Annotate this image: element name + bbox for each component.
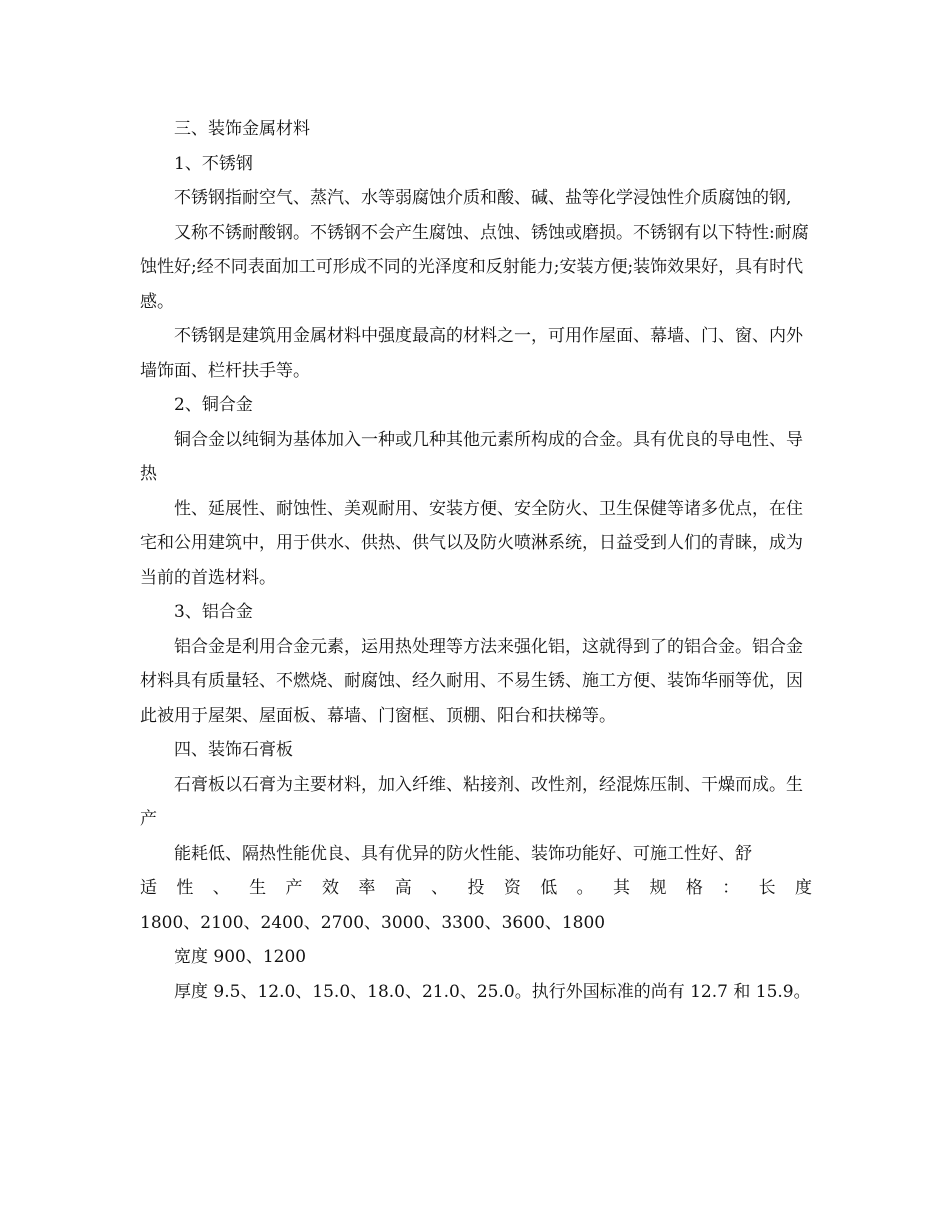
body-paragraph: 又称不锈耐酸钢。不锈钢不会产生腐蚀、点蚀、锈蚀或磨损。不锈钢有以下特性:耐腐蚀性好;经不同表面加工可形成不同的光泽度和反射能力;安装方便;装饰效果好，具有时代感。	[140, 222, 809, 312]
spec-line: 适性、生产效率高、投资低。其规格：长度	[140, 878, 812, 898]
body-paragraph: 铜合金以纯铜为基体加入一种或几种其他元素所构成的合金。具有优良的导电性、导热	[140, 429, 803, 484]
body-paragraph: 铝合金是利用合金元素，运用热处理等方法来强化铝，这就得到了的铝合金。铝合金材料具有质量轻、不燃烧、耐腐蚀、经久耐用、不易生锈、施工方便、装饰华丽等优，因此被用于屋架、屋面板、幕墙、门窗框、顶棚、阳台和扶梯等。	[140, 636, 803, 726]
spec-line: 宽度 900、1200	[174, 947, 307, 967]
body-paragraph: 石膏板以石膏为主要材料，加入纤维、粘接剂、改性剂，经混炼压制、干燥而成。生产	[140, 774, 803, 829]
spec-line: 厚度 9.5、12.0、15.0、18.0、21.0、25.0。执行外国标准的尚有 12.7 和 15.9。	[174, 981, 811, 1002]
body-paragraph: 不锈钢是建筑用金属材料中强度最高的材料之一，可用作屋面、幕墙、门、窗、内外墙饰面、栏杆扶手等。	[140, 326, 803, 381]
document-body	[140, 112, 812, 1009]
subsection-heading: 2、铜合金	[174, 395, 253, 415]
body-paragraph: 能耗低、隔热性能优良、具有优异的防火性能、装饰功能好、可施工性好、舒	[174, 843, 752, 864]
section-heading: 四、装饰石膏板	[174, 740, 293, 760]
section-heading: 三、装饰金属材料	[174, 119, 310, 139]
subsection-heading: 3、铝合金	[174, 602, 253, 622]
body-paragraph: 性、延展性、耐蚀性、美观耐用、安装方便、安全防火、卫生保健等诸多优点，在住宅和公用建筑中，用于供水、供热、供气以及防火喷淋系统，日益受到人们的青睐，成为当前的首选材料。	[140, 498, 803, 588]
spec-line: 1800、2100、2400、2700、3000、3300、3600、1800	[140, 912, 606, 933]
body-paragraph: 不锈钢指耐空气、蒸汽、水等弱腐蚀介质和酸、碱、盐等化学浸蚀性介质腐蚀的钢,	[174, 188, 792, 208]
subsection-heading: 1、不锈钢	[174, 153, 253, 174]
